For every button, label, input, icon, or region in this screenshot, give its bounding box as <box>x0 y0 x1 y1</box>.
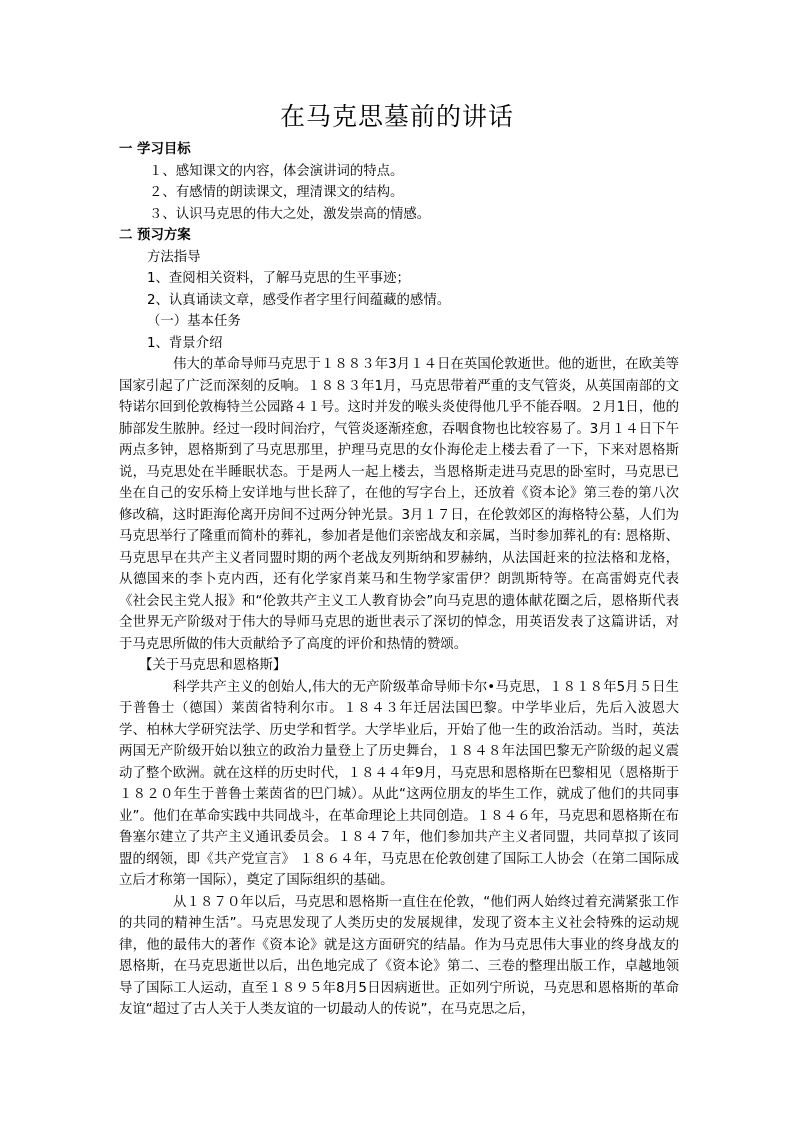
goal-item: ３、认识马克思的伟大之处，激发崇高的情感。 <box>149 206 431 222</box>
about-paragraph-2 <box>119 892 679 1021</box>
about-text-2: 从１８７０年以后，马克思和恩格斯一直住在伦敦，“他们两人始终过着充满紧张工作的共同的精神生活”。马克思发现了人类历史的发展规律，发现了资本主义社会特殊的运动规律，他的最伟大的著作《资本论》就是这方面研究的结晶。作为马克思伟大事业的终身战友的恩格斯，在马克思逝世以后，出色地完成了《资本论》第二、三卷的整理出版工作，卓越地领导了国际工人运动，直至１８９５年8月5日因病逝世。正如列宁所说，马克思和恩格斯的革命友谊“超过了古人关于人类友谊的一切最动人的传说”，在马克思之后， <box>119 894 679 1017</box>
background-paragraph <box>119 354 679 655</box>
about-heading: 【关于马克思和恩格斯】 <box>139 658 287 673</box>
goal-item: １、感知课文的内容，体会演讲词的特点。 <box>149 163 404 179</box>
method-heading: 方法指导 <box>147 249 201 265</box>
page-title: 在马克思墓前的讲话 <box>279 102 514 131</box>
background-text: 伟大的革命导师马克思于１８８３年3月１４日在英国伦敦逝世。他的逝世，在欧美等国家引起了广泛而深刻的反响。１８８３年1月，马克思带着严重的支气管炎，从英国南部的文特诺尔回到伦敦梅特兰公园路４１号。这时并发的喉头炎使得他几乎不能吞咽。２月1日，他的肺部发生脓肿。经过一段时间治疗，气管炎逐渐痊愈，吞咽食物也比较容易了。3月１４日下午两点多钟，恩格斯到了马克思那里，护理马克思的女仆海伦走上楼去看了一下，下来对恩格斯说，马克思处在半睡眠状态。于是两人一起上楼去，当恩格斯走进马克思的卧室时，马克思已坐在自己的安乐椅上安详地与世长辞了，在他的写字台上，还放着《资本论》第三卷的第八次修改稿，这时距海伦离开房间不过两分钟光景。3月１７日，在伦敦郊区的海格特公墓，人们为马克思举行了隆重而简朴的葬礼，参加者是他们亲密战友和亲属，当时参加葬礼的有: 恩格斯、马克思早在共产主义者同盟时期的两个老战友列斯纳和罗赫纳，从法国赶来的拉法格和龙格，从德国来的李卜克内西，还有化学家肖莱马和生物学家雷伊？朗凯斯特等。在高雷姆克代表《社会民主党人报》和“伦敦共产主义工人教育协会”向马克思的遗体献花圈之后，恩格斯代表全世界无产阶级对于伟大的导师马克思的逝世表示了深切的悼念，用英语发表了这篇讲话，对于马克思所做的伟大贡献给予了高度的评价和热情的赞颂。 <box>119 357 679 652</box>
about-text-1: 科学共产主义的创始人,伟大的无产阶级革命导师卡尔•马克思，１８１８年5月５日生于普鲁士（德国）莱茵省特利尔市。１８４３年迁居法国巴黎。中学毕业后，先后入波恩大学、柏林大学研究法学、历史学和哲学。大学毕业后，开始了他一生的政治活动。当时，英法两国无产阶级开始以独立的政治力量登上了历史舞台，１８４８年法国巴黎无产阶级的起义震动了整个欧洲。就在这样的历史时代，１８４４年9月，马克思和恩格斯在巴黎相见（恩格斯于１８２０年生于普鲁士莱茵省的巴门城）。从此“这两位朋友的毕生工作，就成了他们的共同事业”。他们在革命实践中共同战斗，在革命理论上共同创造。１８４６年，马克思和恩格斯在布鲁塞尔建立了共产主义通讯委员会。１８４７年，他们参加共产主义者同盟，共同草拟了该同盟的纲领，即《共产党宣言》 １８６４年，马克思在伦敦创建了国际工人协会（在第二国际成立后才称第一国际），奠定了国际组织的基础。 <box>119 679 679 888</box>
background-heading: 1、背景介绍 <box>147 335 223 351</box>
section-heading-goals: 一 学习目标 <box>119 142 191 157</box>
method-item: 1、查阅相关资料，了解马克思的生平事迹； <box>147 271 410 286</box>
about-paragraph-1 <box>119 677 679 892</box>
document-body <box>119 139 679 1021</box>
subsection-heading: （一）基本任务 <box>147 314 241 329</box>
section-heading-preview: 二 预习方案 <box>119 228 191 243</box>
method-item: 2、认真诵读文章，感受作者字里行间蕴藏的感情。 <box>147 292 451 308</box>
goal-item: ２、有感情的朗读课文，理清课文的结构。 <box>149 185 404 200</box>
